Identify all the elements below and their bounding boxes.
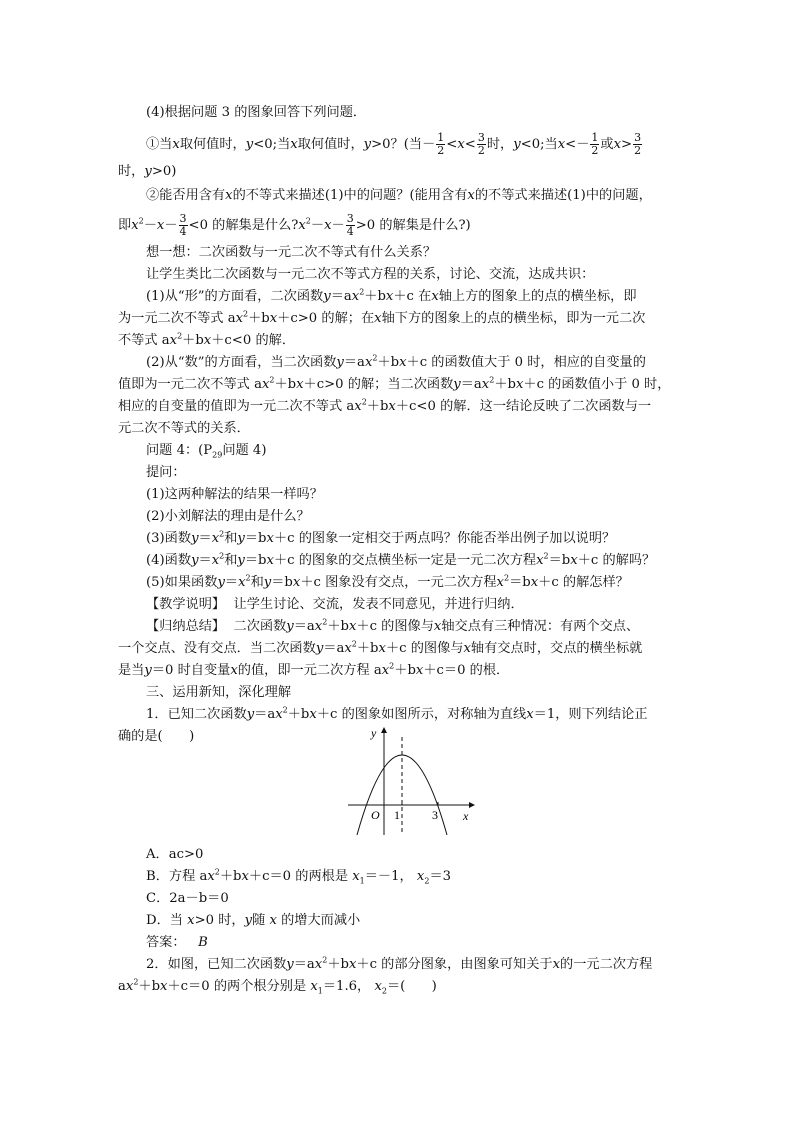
shape-paragraph-line2: 为一元二次不等式 $ax^2+bx+c>0$ 的解；在x轴下方的图象上的点的横坐标，即为一元二次: [118, 309, 646, 326]
answer-line: 答案： B: [146, 935, 208, 950]
question-4-1-line2: 时，y>0): [118, 164, 177, 179]
shape-paragraph-line3: 不等式 $ax^2+bx+c<0$ 的解．: [118, 331, 296, 348]
problem-4-heading: 问题 4：($P_{29}$问题 4): [146, 443, 267, 460]
tick-label-3: 3: [432, 808, 438, 822]
y-axis-label: y: [371, 726, 377, 740]
parabola-graph: [345, 725, 475, 840]
origin-label: O: [371, 808, 380, 822]
exercise-2-line2: $ax^2+bx+c=0$ 的两个根分别是 $x_1=1.6$， $x_2=$( ): [118, 977, 437, 996]
ask-item-4: (4)函数$y=x^2$和y＝bx＋c 的图象的交点横坐标一定是一元二次方程$x^2=bx+c$ 的解吗？: [146, 551, 656, 568]
number-paragraph-line3: 相应的自变量的值即为一元二次不等式 $ax^2+bx+c<0$ 的解．这一结论反映了二次函数与一: [118, 397, 652, 414]
question-4-2-line1: ②能否用含有x的不等式来描述(1)中的问题？(能用含有x的不等式来描述(1)中的问题，: [146, 188, 652, 203]
number-paragraph-line2: 值即为一元二次不等式 $ax^2+bx+c>0$ 的解；当二次函数$y=ax^2+bx+c$ 的函数值小于 0 时，: [118, 375, 671, 392]
exercise-1-line1: 1．已知二次函数$y=ax^2+bx+c$ 的图象如图所示，对称轴为直线x＝1，则下列结论正: [146, 705, 648, 722]
shape-paragraph-line1: (1)从“形”的方面看，二次函数$y=ax^2+bx+c$ 在x轴上方的图象上的点的横坐标，即: [146, 287, 637, 304]
option-c: C．2a－b＝0: [146, 891, 229, 906]
y-axis-arrow: [381, 727, 387, 733]
exercise-1-line2: 确的是( ): [118, 729, 195, 744]
option-d: D．当 x>0 时，y随 x 的增大而减小: [146, 913, 361, 928]
summary-line2: 一个交点、没有交点．当二次函数$y=ax^2+bx+c$ 的图像与x轴有交点时，交点的横坐标就: [118, 639, 643, 656]
discuss-text: 让学生类比二次函数与一元二次不等式方程的关系，讨论、交流，达成共识：: [146, 267, 595, 282]
number-paragraph-line1: (2)从“数”的方面看，当二次函数$y=ax^2+bx+c$ 的函数值大于 0 时，相应的自变量的: [146, 353, 646, 370]
section-3-heading: 三、运用新知，深化理解: [146, 685, 292, 700]
ask-item-5: (5)如果函数$y=x^2$和y＝bx＋c 图象没有交点，一元二次方程$x^2=bx+c$ 的解怎样？: [146, 573, 629, 590]
summary-line3: 是当y＝0 时自变量x的值，即一元二次方程 $ax^2+bx+c=0$ 的根．: [118, 661, 510, 678]
ask-item-3: (3)函数$y=x^2$和y＝bx＋c 的图象一定相交于两点吗？你能否举出例子加以说明？: [146, 529, 616, 546]
ask-item-2: (2)小刘解法的理由是什么？: [146, 509, 310, 524]
think-question: 想一想：二次函数与一元二次不等式有什么关系？: [146, 245, 437, 260]
x-axis-label: x: [463, 809, 469, 823]
option-a: A．ac>0: [146, 847, 204, 862]
x-axis-arrow: [469, 802, 475, 808]
question-4-1-line1: ①当x取何值时，y<0;当x取何值时，y>0？(当－ $\frac{1}{2}$ <x< $\frac{3}{2}$ 时，y<0;当x<－ $\frac{1}{2}$ 或x> $\frac{3}{2}$: [146, 131, 642, 157]
question-4-2-line2: 即$x^2-x-$ $\frac{3}{4}$ <0 的解集是什么$?x^2-x-$ $\frac{3}{4}$ >0 的解集是什么?): [118, 212, 471, 238]
question-4-title: (4)根据问题 3 的图象回答下列问题．: [146, 105, 367, 120]
teaching-note: 【教学说明】 让学生讨论、交流，发表不同意见，并进行归纳．: [146, 597, 524, 612]
summary-line1: 【归纳总结】 二次函数$y=ax^2+bx+c$ 的图像与x轴交点有三种情况：有两个交点、: [146, 617, 640, 634]
option-b: B．方程 $ax^2+bx+c=0$ 的两根是 $x_1=-1$， $x_2=3$: [146, 867, 452, 886]
ask-label: 提问：: [146, 465, 186, 480]
exercise-2-line1: 2．如图，已知二次函数$y=ax^2+bx+c$ 的部分图象，由图象可知关于x的一元二次方程: [146, 955, 653, 972]
ask-item-1: (1)这两种解法的结果一样吗？: [146, 487, 323, 502]
tick-label-1: 1: [394, 808, 400, 822]
number-paragraph-line4: 元二次不等式的关系．: [118, 421, 250, 436]
